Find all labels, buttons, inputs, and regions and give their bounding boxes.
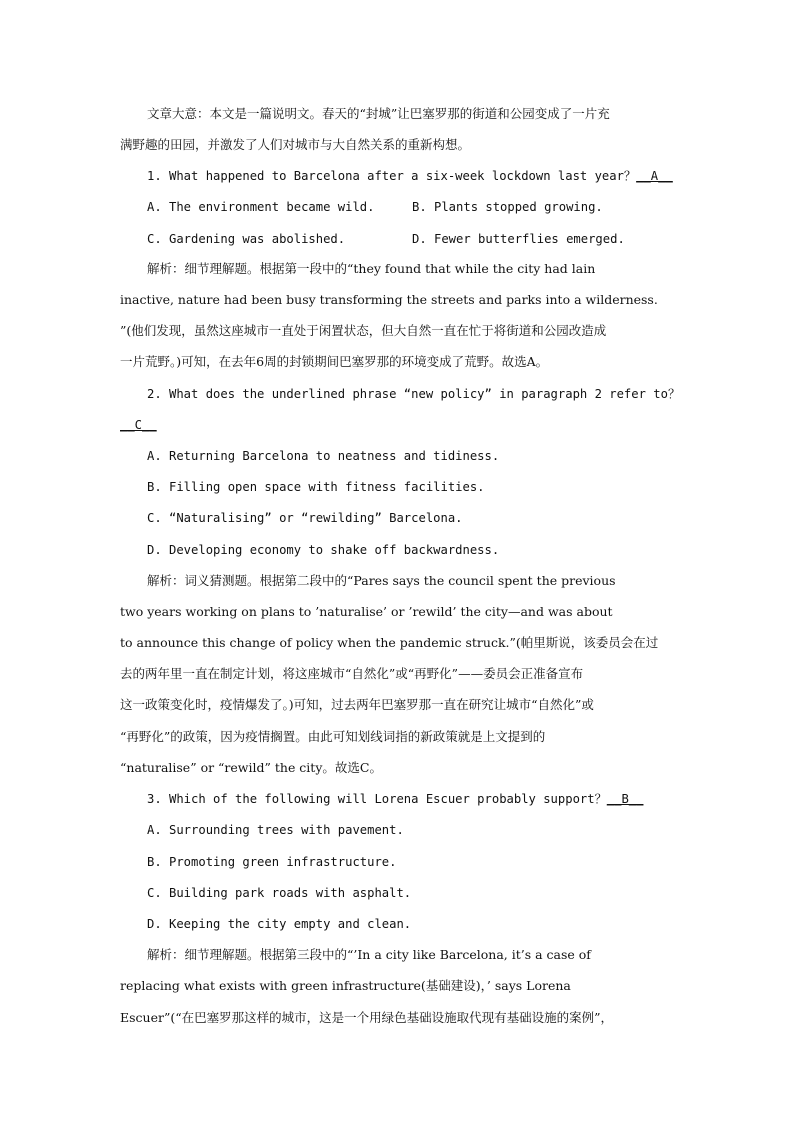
question-2-explanation-line: “再野化”的政策，因为疫情搁置。由此可知划线词指的新政策就是上文提到的 xyxy=(120,729,546,744)
question-2-stem: 2. What does the underlined phrase “new policy” in paragraph 2 refer to？ xyxy=(147,387,681,401)
question-3-explanation-line: Escuer”(“在巴塞罗那这样的城市，这是一个用绿色基础设施取代现有基础设施的案例”， xyxy=(120,1010,614,1025)
question-3-option-a: A. Surrounding trees with pavement. xyxy=(147,823,404,837)
question-2-option-c: C. “Naturalising” or “rewilding” Barcelona. xyxy=(147,511,463,525)
question-3-option-d: D. Keeping the city empty and clean. xyxy=(147,917,412,931)
question-2-option-d: D. Developing economy to shake off backwardness. xyxy=(147,543,500,557)
question-2-answer: __C__ xyxy=(120,418,157,432)
question-1-explanation-line: 解析：细节理解题。根据第一段中的“they found that while the city had lain xyxy=(147,261,596,276)
question-1-explanation-line: 一片荒野。)可知，在去年6周的封锁期间巴塞罗那的环境变成了荒野。故选A。 xyxy=(120,354,549,369)
question-1-option-c: C. Gardening was abolished. xyxy=(147,232,346,246)
question-3-stem: 3. Which of the following will Lorena Escuer probably support？__B__ xyxy=(147,792,644,806)
question-1-stem: 1. What happened to Barcelona after a six-week lockdown last year？__A__ xyxy=(147,169,673,183)
question-2-explanation-line: 解析：词义猜测题。根据第二段中的“Pares says the council spent the previous xyxy=(147,573,616,588)
question-3-option-b: B. Promoting green infrastructure. xyxy=(147,855,397,869)
question-1-option-b: B. Plants stopped growing. xyxy=(412,200,603,214)
question-2-explanation-line: 去的两年里一直在制定计划，将这座城市“自然化”或“再野化”——委员会正准备宣布 xyxy=(120,666,584,681)
question-2-option-a: A. Returning Barcelona to neatness and tidiness. xyxy=(147,449,500,463)
question-3-explanation-line: replacing what exists with green infrastructure(基础建设)，’ says Lorena xyxy=(120,978,571,993)
summary-line-2: 满野趣的田园，并激发了人们对城市与大自然关系的重新构想。 xyxy=(120,137,471,152)
question-1-explanation-line: inactive, nature had been busy transforming the streets and parks into a wilderness. xyxy=(120,292,658,307)
question-3-explanation-line: 解析：细节理解题。根据第三段中的“’In a city like Barcelona, it’s a case of xyxy=(147,947,591,962)
question-2-option-b: B. Filling open space with fitness facilities. xyxy=(147,480,485,494)
question-1-option-a: A. The environment became wild. xyxy=(147,200,375,214)
summary-line-1: 文章大意：本文是一篇说明文。春天的“封城”让巴塞罗那的街道和公园变成了一片充 xyxy=(147,106,610,121)
question-1-answer: __A__ xyxy=(636,169,673,183)
question-2-explanation-line: 这一政策变化时，疫情爆发了。)可知，过去两年巴塞罗那一直在研究让城市“自然化”或 xyxy=(120,697,594,712)
question-1-explanation-line: ”(他们发现，虽然这座城市一直处于闲置状态，但大自然一直在忙于将街道和公园改造成 xyxy=(120,323,607,338)
question-2-explanation-line: two years working on plans to ’naturalise’ or ’rewild’ the city—and was about xyxy=(120,604,613,619)
question-3-option-c: C. Building park roads with asphalt. xyxy=(147,886,412,900)
question-1-option-d: D. Fewer butterflies emerged. xyxy=(412,232,625,246)
question-3-answer: __B__ xyxy=(606,792,644,806)
question-2-explanation-line: “naturalise” or “rewild” the city。故选C。 xyxy=(120,760,382,775)
question-2-explanation-line: to announce this change of policy when the pandemic struck.”(帕里斯说，该委员会在过 xyxy=(120,635,659,650)
